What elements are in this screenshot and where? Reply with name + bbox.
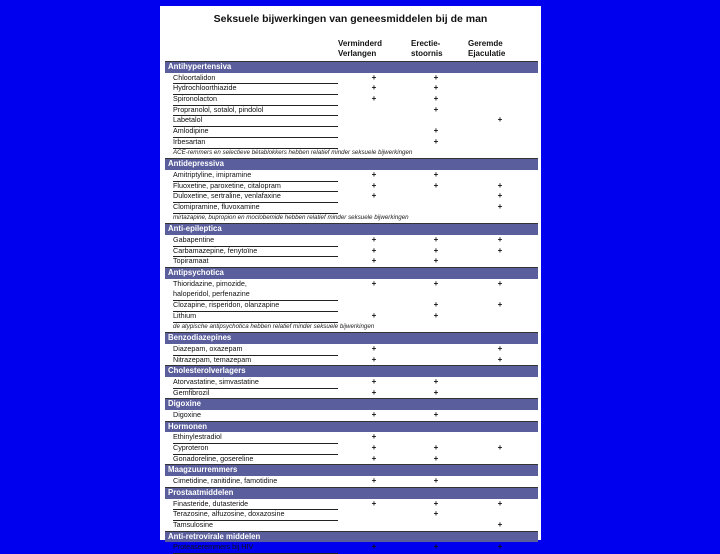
drug-label: Lithium xyxy=(173,311,338,323)
note-text: de atypische antipsychotica hebben relatief minder seksuele bijwerkingen xyxy=(173,322,375,330)
table-row xyxy=(165,137,538,148)
effect-mark: + xyxy=(371,191,377,201)
table-row xyxy=(165,388,538,399)
column-header-reduced-desire xyxy=(338,39,382,59)
drug-label: Proteaseremmers bij HIV xyxy=(173,542,338,554)
effect-mark: + xyxy=(371,443,377,453)
table-note xyxy=(165,148,538,159)
table-row xyxy=(165,235,538,246)
table-row xyxy=(165,202,538,213)
effect-mark: + xyxy=(433,245,439,255)
effect-mark: + xyxy=(497,201,503,211)
effect-mark: + xyxy=(371,376,377,386)
drug-label-line: haloperidol, perfenazine xyxy=(173,289,250,299)
effect-mark: + xyxy=(433,256,439,266)
column-header-inhibited-ejaculation xyxy=(468,39,505,59)
effect-mark: + xyxy=(433,235,439,244)
note-text: mirtazapine, bupropion en moclobemide hebben relatief minder seksuele bijwerkingen xyxy=(173,213,409,221)
drug-label: Chloortalidon xyxy=(173,73,338,85)
effect-mark: + xyxy=(371,94,377,104)
table-row xyxy=(165,355,538,366)
category-header xyxy=(165,158,538,170)
effect-mark: + xyxy=(497,245,503,255)
drug-label: Gemfibrozil xyxy=(173,388,338,400)
category-header xyxy=(165,487,538,499)
effect-mark: + xyxy=(433,443,439,453)
effect-mark: + xyxy=(497,443,503,453)
effect-mark: + xyxy=(433,542,439,552)
drug-label-line: Thioridazine, pimozide, xyxy=(173,278,247,288)
column-header-line: Verminderd xyxy=(338,39,383,48)
category-header xyxy=(165,332,538,344)
table-row xyxy=(165,520,538,531)
effect-mark: + xyxy=(433,94,439,104)
effect-mark: + xyxy=(371,542,377,552)
drug-label xyxy=(173,279,338,301)
column-header-line: Erectie- xyxy=(411,39,441,48)
drug-label: Gabapentine xyxy=(173,235,338,247)
effect-mark: + xyxy=(497,300,503,310)
table-row xyxy=(165,105,538,116)
column-header-line: Verlangen xyxy=(338,49,377,58)
note-text: ACE-remmers en selectieve bètablokkers hebben relatief minder seksuele bijwerkingen xyxy=(173,148,413,156)
table-row xyxy=(165,83,538,94)
table-row xyxy=(165,542,538,553)
drug-label: Fluoxetine, paroxetine, citalopram xyxy=(173,181,338,193)
effect-mark: + xyxy=(371,453,377,463)
effect-mark: + xyxy=(497,278,503,288)
drug-label: Gonadoreline, gosereline xyxy=(173,454,338,466)
effect-mark: + xyxy=(371,83,377,93)
category-label: Cholesterolverlagers xyxy=(168,366,246,376)
column-header-line: Geremde xyxy=(468,39,503,48)
category-header xyxy=(165,223,538,235)
effect-mark: + xyxy=(497,115,503,125)
effect-mark: + xyxy=(433,136,439,146)
drug-label: Terazosine, alfuzosine, doxazosine xyxy=(173,509,338,521)
effect-mark: + xyxy=(497,519,503,529)
drug-label: Digoxine xyxy=(173,410,338,422)
effect-mark: + xyxy=(371,245,377,255)
effect-mark: + xyxy=(371,278,377,288)
table-row xyxy=(165,115,538,126)
column-header-erectile-dysfunction xyxy=(411,39,443,59)
effect-mark: + xyxy=(371,256,377,266)
category-label: Anti-epileptica xyxy=(168,224,222,234)
effect-mark: + xyxy=(497,498,503,508)
drug-label: Finasteride, dutasteride xyxy=(173,499,338,511)
category-header xyxy=(165,464,538,476)
table-row xyxy=(165,73,538,84)
drug-label: Topiramaat xyxy=(173,256,338,268)
effect-mark: + xyxy=(371,354,377,364)
effect-mark: + xyxy=(371,387,377,397)
effect-mark: + xyxy=(371,343,377,353)
drug-label: Hydrochloorthiazide xyxy=(173,83,338,95)
table-note xyxy=(165,322,538,333)
table-row xyxy=(165,126,538,137)
drug-label: Atorvastatine, simvastatine xyxy=(173,377,338,389)
drug-label: Cyproteron xyxy=(173,443,338,455)
table-row xyxy=(165,410,538,421)
table-row xyxy=(165,246,538,257)
effect-mark: + xyxy=(371,310,377,320)
category-label: Prostaatmiddelen xyxy=(168,487,234,497)
effect-mark: + xyxy=(371,180,377,190)
drug-label: Amitriptyline, imipramine xyxy=(173,170,338,182)
drug-label: Propranolol, sotalol, pindolol xyxy=(173,105,338,117)
effect-mark: + xyxy=(433,83,439,93)
table-row xyxy=(165,94,538,105)
effect-mark: + xyxy=(433,376,439,386)
effect-mark: + xyxy=(497,235,503,244)
table-row xyxy=(165,454,538,465)
effect-mark: + xyxy=(497,343,503,353)
table-row xyxy=(165,191,538,202)
drug-label: Nitrazepam, temazepam xyxy=(173,355,338,367)
category-header xyxy=(165,421,538,433)
table-row xyxy=(165,300,538,311)
effect-mark: + xyxy=(433,126,439,136)
table-row xyxy=(165,432,538,443)
side-effects-table xyxy=(165,61,538,553)
effect-mark: + xyxy=(433,300,439,310)
category-label: Antipsychotica xyxy=(168,268,224,278)
table-row xyxy=(165,499,538,510)
document-title: Seksuele bijwerkingen van geneesmiddelen bij de man xyxy=(213,13,488,25)
table-row xyxy=(165,311,538,322)
drug-label: Amlodipine xyxy=(173,126,338,138)
table-row xyxy=(165,344,538,355)
category-header xyxy=(165,531,538,543)
effect-mark: + xyxy=(433,180,439,190)
drug-label: Carbamazepine, fenytoïne xyxy=(173,246,338,258)
effect-mark: + xyxy=(497,542,503,552)
effect-mark: + xyxy=(433,498,439,508)
drug-label: Ethinylestradiol xyxy=(173,432,338,444)
effect-mark: + xyxy=(371,235,377,244)
effect-mark: + xyxy=(371,432,377,442)
category-label: Benzodiazepines xyxy=(168,333,232,343)
drug-label: Diazepam, oxazepam xyxy=(173,344,338,356)
category-label: Antidepressiva xyxy=(168,159,224,169)
effect-mark: + xyxy=(433,169,439,179)
category-label: Hormonen xyxy=(168,421,207,431)
table-row xyxy=(165,181,538,192)
category-header xyxy=(165,365,538,377)
drug-label: Clomipramine, fluvoxamine xyxy=(173,202,338,214)
table-row xyxy=(165,279,538,300)
effect-mark: + xyxy=(433,387,439,397)
drug-label: Cimetidine, ranitidine, famotidine xyxy=(173,476,338,488)
drug-label: Clozapine, risperidon, olanzapine xyxy=(173,300,338,312)
category-header xyxy=(165,61,538,73)
table-row xyxy=(165,377,538,388)
table-row xyxy=(165,443,538,454)
drug-label: Irbesartan xyxy=(173,137,338,149)
effect-mark: + xyxy=(371,410,377,420)
table-row xyxy=(165,170,538,181)
drug-label: Labetalol xyxy=(173,115,338,127)
table-row xyxy=(165,509,538,520)
document-page xyxy=(160,6,541,552)
drug-label: Duloxetine, sertraline, venlafaxine xyxy=(173,191,338,203)
category-label: Antihypertensiva xyxy=(168,62,232,71)
drug-label: Tamsulosine xyxy=(173,520,338,532)
category-label: Anti-retrovirale middelen xyxy=(168,531,261,541)
effect-mark: + xyxy=(497,354,503,364)
effect-mark: + xyxy=(433,278,439,288)
effect-mark: + xyxy=(497,180,503,190)
effect-mark: + xyxy=(433,509,439,519)
table-note xyxy=(165,213,538,224)
effect-mark: + xyxy=(371,169,377,179)
drug-label: Spironolacton xyxy=(173,94,338,106)
effect-mark: + xyxy=(433,476,439,486)
category-label: Digoxine xyxy=(168,399,201,409)
category-label: Maagzuurremmers xyxy=(168,465,238,475)
table-row xyxy=(165,476,538,487)
column-header-line: stoornis xyxy=(411,49,443,58)
effect-mark: + xyxy=(433,410,439,420)
effect-mark: + xyxy=(433,104,439,114)
effect-mark: + xyxy=(497,191,503,201)
category-header xyxy=(165,267,538,279)
effect-mark: + xyxy=(371,72,377,82)
effect-mark: + xyxy=(433,310,439,320)
effect-mark: + xyxy=(371,476,377,486)
effect-mark: + xyxy=(433,453,439,463)
table-row xyxy=(165,256,538,267)
column-header-line: Ejaculatie xyxy=(468,49,506,58)
category-header xyxy=(165,398,538,410)
effect-mark: + xyxy=(433,72,439,82)
effect-mark: + xyxy=(371,498,377,508)
